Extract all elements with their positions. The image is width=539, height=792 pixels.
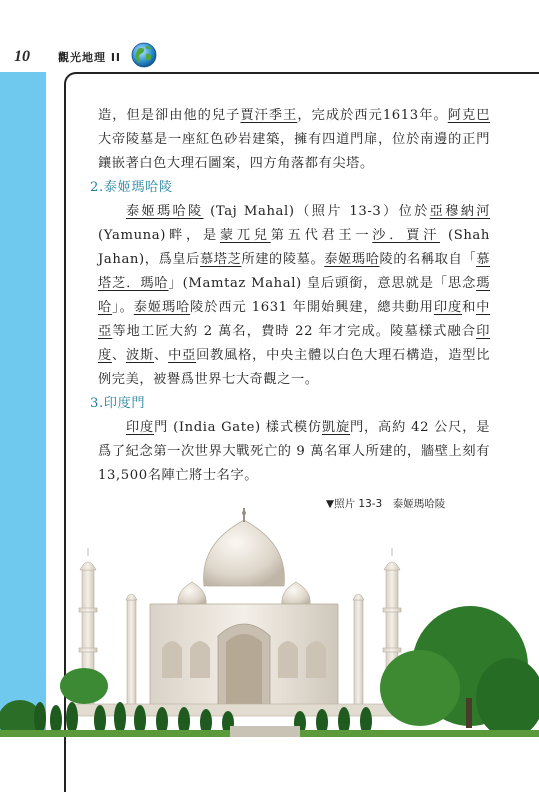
minaret-right-inner (353, 594, 364, 710)
minaret-left-inner (126, 594, 137, 710)
section-heading-india-gate: 3.印度門 (90, 396, 146, 411)
trees-right (380, 606, 539, 737)
paragraph-india-gate: 印度門 (India Gate) 樣式模仿凱旋門，高約 42 公尺，是爲了紀念第一次世界大戰死亡的 9 萬名軍人所建的，牆壁上刻有13,500名陣亡將士名字。 (98, 420, 491, 483)
book-title: 觀光地理 II (58, 51, 122, 64)
paragraph-taj: 泰姬瑪哈陵 (Taj Mahal)（照片 13-3）位於亞穆納河 (Yamuna)畔，是蒙兀兒第五代君王一沙．賈汗 (Shah Jahan)，爲皇后慕塔芝所建的陵墓。泰姬瑪哈陵的名稱取自「慕塔芝．瑪哈」(Mamtaz Mahal) 皇后頭銜，意思就是「思念瑪哈」。泰姬瑪哈陵於西元 1631 年開始興建，總共動用印度和中亞等地工匠大約 2 萬名，費時 22 年才完成。陵墓樣式融合印度、波斯、中亞回教風格，中央主體以白色大理石構造，造型比例完美，被譽爲世界七大奇觀之一。 (98, 204, 491, 387)
page-number: 10 (14, 48, 30, 65)
globe-icon (131, 42, 157, 68)
paragraph-akbar: 造，但是卻由他的兒子賈汗季王，完成於西元1613年。阿克巴大帝陵墓是一座紅色砂岩建築，擁有四道門扉，位於南邊的正門鑲嵌著白色大理石圖案，四方角落都有尖塔。 (98, 108, 490, 171)
section-heading-taj: 2.泰姬瑪哈陵 (90, 180, 173, 195)
taj-mahal-photo (0, 508, 539, 737)
photo-caption: ▼照片 13-3 泰姬瑪哈陵 (326, 498, 446, 510)
main-dome (204, 520, 285, 586)
body-text (90, 104, 491, 488)
